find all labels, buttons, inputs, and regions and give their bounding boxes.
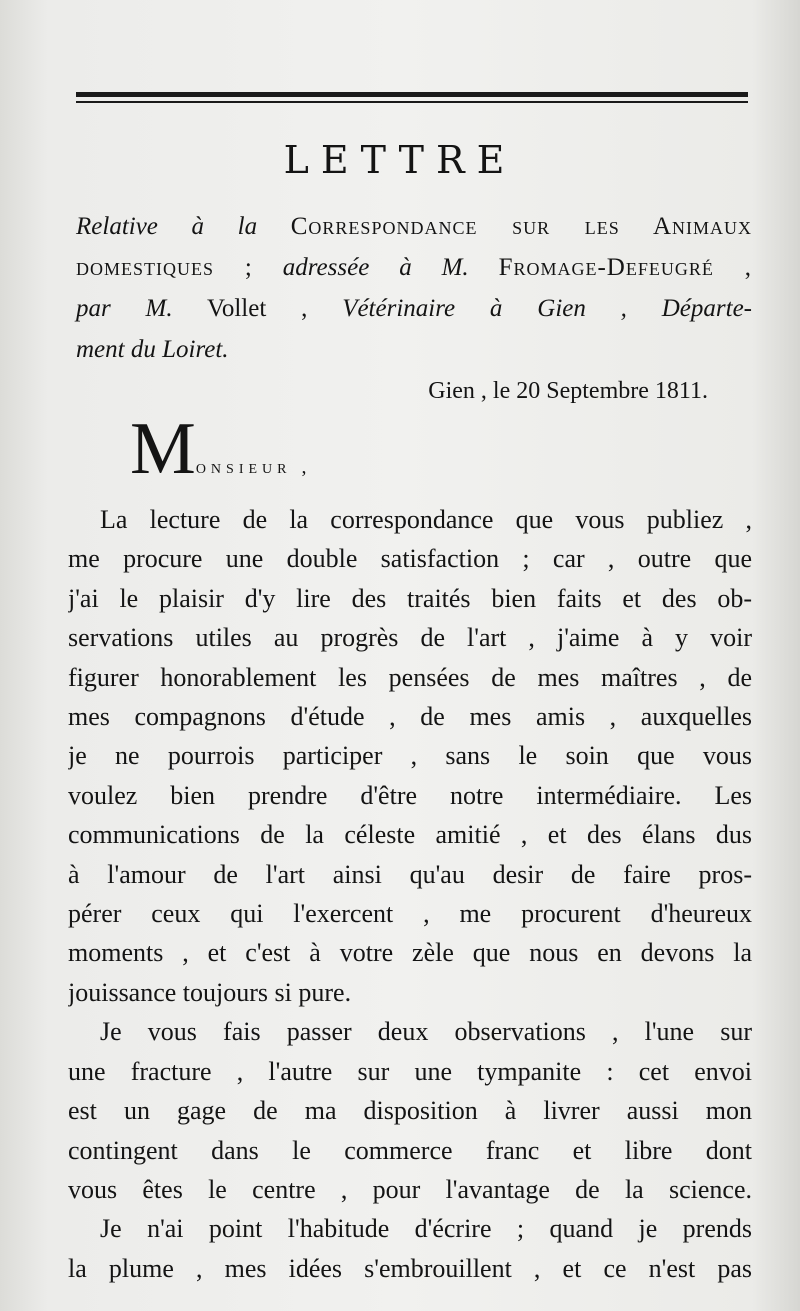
text-line: une fracture , l'autre sur une tympanite : cet envoi <box>68 1056 752 1086</box>
text-line: Je vous fais passer deux observations , l'une sur <box>100 1017 752 1047</box>
text-line: La lecture de la correspondance que vous publiez , <box>100 505 752 534</box>
heading-correspondance: Correspondance sur les Animaux <box>290 213 753 240</box>
text-line: à l'amour de l'art ainsi qu'au desir de faire pros- <box>68 859 752 889</box>
heading-adressee: adressée à M. <box>282 254 469 281</box>
heading-domestiques: domestiques ; <box>76 254 253 281</box>
text-line: la plume , mes idées s'embrouillent , et ce n'est pas <box>68 1253 752 1283</box>
dateline: Gien , le 20 Septembre 1811. <box>428 378 708 404</box>
heading-line-4: ment du Loiret. <box>76 336 229 363</box>
double-rule-divider <box>76 92 748 106</box>
heading-author: Vollet , <box>207 295 308 322</box>
heading-line-2 <box>76 247 752 288</box>
text-line: jouissance toujours si pure. <box>68 977 352 1007</box>
letter-body <box>68 500 752 1288</box>
text-line: est un gage de ma disposition à livrer aussi mon <box>68 1096 752 1126</box>
text-line: contingent dans le commerce franc et libre dont <box>68 1135 752 1165</box>
salutation-initial: M <box>130 408 196 490</box>
text-line: pérer ceux qui l'exercent , me procurent d'heureux <box>68 899 752 929</box>
heading-par: par M. <box>76 295 173 322</box>
text-line: me procure une double satisfaction ; car , outre que <box>68 544 752 574</box>
heading-author-title: Vétérinaire à Gien , Départe- <box>342 295 752 322</box>
salutation <box>130 408 312 490</box>
heading-relative: Relative à la <box>76 213 258 240</box>
text-line: j'ai le plaisir d'y lire des traités bien faits et des ob- <box>68 583 752 613</box>
text-line: Je n'ai point l'habitude d'écrire ; quand je prends <box>100 1214 752 1244</box>
text-line: vous êtes le centre , pour l'avantage de la science. <box>68 1174 752 1204</box>
text-line: je ne pourrois participer , sans le soin que vous <box>68 741 752 771</box>
letter-heading <box>76 206 752 370</box>
text-line: moments , et c'est à votre zèle que nous en devons la <box>68 938 752 968</box>
text-line: communications de la céleste amitié , et des élans dus <box>68 820 752 850</box>
text-line: mes compagnons d'étude , de mes amis , auxquelles <box>68 702 752 732</box>
text-line: voulez bien prendre d'être notre intermédiaire. Les <box>68 780 752 810</box>
page-title: LETTRE <box>283 138 517 182</box>
text-line: figurer honorablement les pensées de mes maîtres , de <box>68 662 752 692</box>
heading-line-3 <box>76 288 752 329</box>
rule-thick-line <box>76 92 748 97</box>
rule-thin-line <box>76 101 748 103</box>
heading-line-1 <box>76 206 752 247</box>
text-line: servations utiles au progrès de l'art , j'aime à y voir <box>68 623 752 653</box>
heading-recipient: Fromage-Defeugré , <box>498 254 753 281</box>
salutation-rest: onsieur , <box>195 456 312 478</box>
